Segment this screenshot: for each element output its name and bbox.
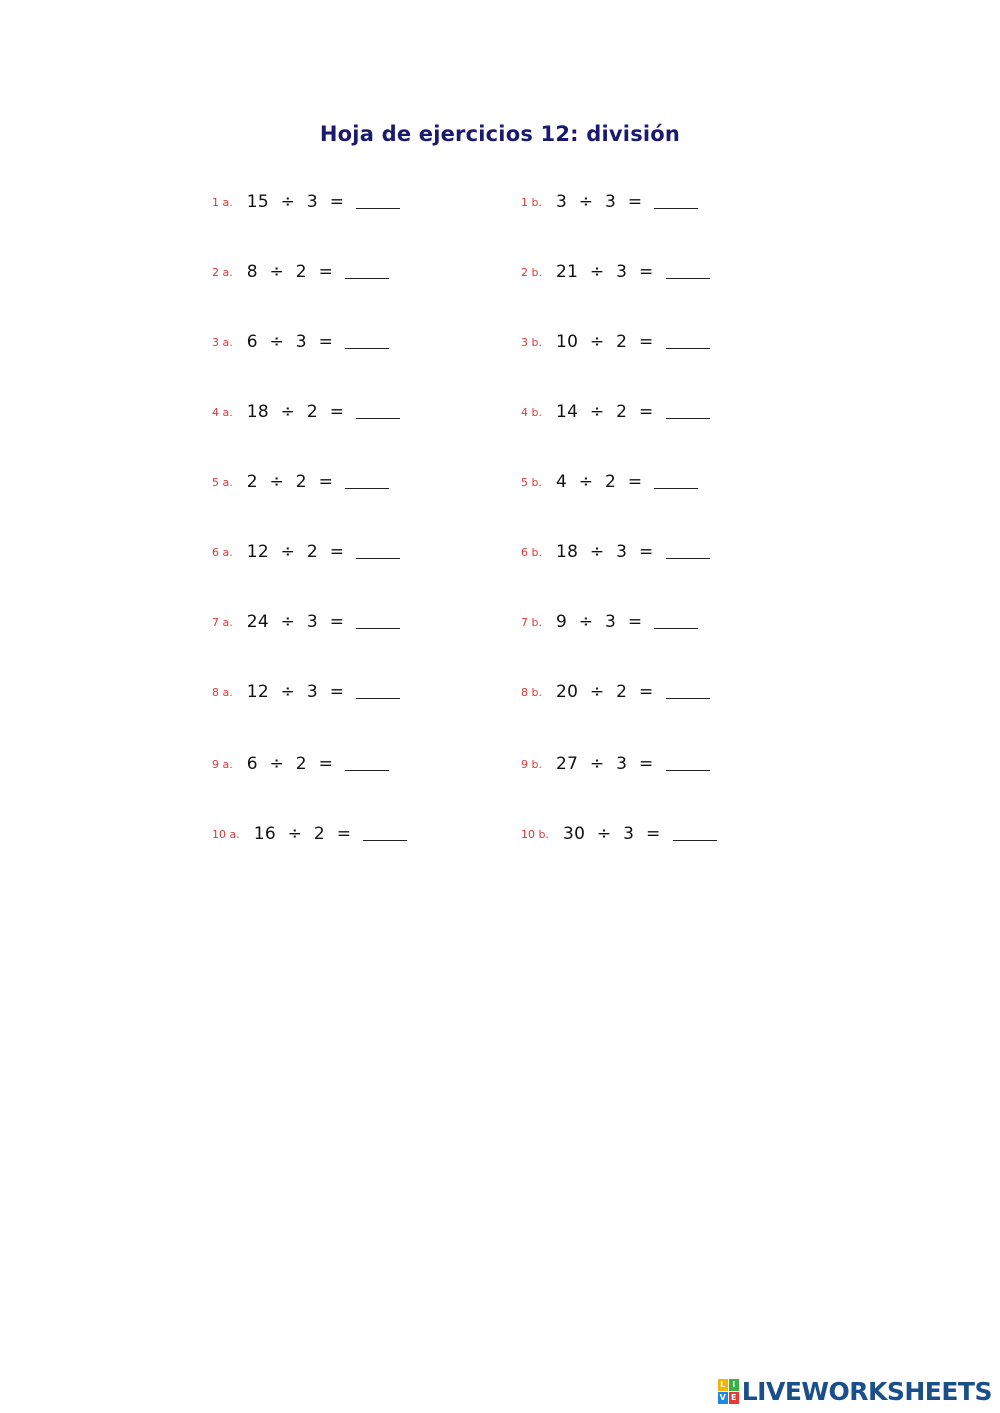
exercise-expression: 6 ÷ 2 = xyxy=(246,754,334,774)
exercise-expression: 16 ÷ 2 = xyxy=(253,824,352,844)
exercise-expression: 9 ÷ 3 = xyxy=(555,612,643,632)
logo-letter: E xyxy=(729,1392,739,1404)
exercise-label: 8 a. xyxy=(212,685,233,699)
exercise-2a xyxy=(212,257,389,287)
exercise-8a xyxy=(212,677,400,707)
exercise-label: 1 b. xyxy=(521,195,542,209)
answer-blank[interactable] xyxy=(666,557,710,559)
exercise-5b xyxy=(521,467,698,497)
exercise-10b xyxy=(521,819,717,849)
answer-blank[interactable] xyxy=(356,697,400,699)
exercise-label: 5 b. xyxy=(521,475,542,489)
answer-blank[interactable] xyxy=(666,769,710,771)
answer-blank[interactable] xyxy=(363,839,407,841)
exercise-expression: 20 ÷ 2 = xyxy=(555,682,654,702)
answer-blank[interactable] xyxy=(666,277,710,279)
exercise-expression: 15 ÷ 3 = xyxy=(246,192,345,212)
exercise-label: 9 b. xyxy=(521,757,542,771)
answer-blank[interactable] xyxy=(356,627,400,629)
exercise-7b xyxy=(521,607,698,637)
answer-blank[interactable] xyxy=(345,347,389,349)
exercise-8b xyxy=(521,677,710,707)
exercise-9b xyxy=(521,749,710,779)
answer-blank[interactable] xyxy=(345,487,389,489)
exercise-3b xyxy=(521,327,710,357)
exercise-expression: 4 ÷ 2 = xyxy=(555,472,643,492)
exercise-expression: 12 ÷ 2 = xyxy=(246,542,345,562)
exercise-label: 6 a. xyxy=(212,545,233,559)
exercise-expression: 6 ÷ 3 = xyxy=(246,332,334,352)
exercise-label: 1 a. xyxy=(212,195,233,209)
exercise-label: 7 b. xyxy=(521,615,542,629)
answer-blank[interactable] xyxy=(666,417,710,419)
exercise-label: 3 a. xyxy=(212,335,233,349)
exercise-expression: 14 ÷ 2 = xyxy=(555,402,654,422)
exercise-expression: 30 ÷ 3 = xyxy=(562,824,661,844)
exercise-4a xyxy=(212,397,400,427)
logo-text: LIVEWORKSHEETS xyxy=(741,1376,992,1406)
exercise-6b xyxy=(521,537,710,567)
answer-blank[interactable] xyxy=(356,417,400,419)
logo-letter: V xyxy=(719,1392,726,1402)
exercise-label: 7 a. xyxy=(212,615,233,629)
exercise-label: 10 a. xyxy=(212,827,240,841)
exercise-10a xyxy=(212,819,407,849)
exercise-2b xyxy=(521,257,710,287)
exercise-expression: 18 ÷ 2 = xyxy=(246,402,345,422)
exercise-9a xyxy=(212,749,389,779)
exercise-label: 8 b. xyxy=(521,685,542,699)
exercise-label: 2 b. xyxy=(521,265,542,279)
answer-blank[interactable] xyxy=(666,347,710,349)
exercise-expression: 10 ÷ 2 = xyxy=(555,332,654,352)
liveworksheets-logo xyxy=(718,1375,992,1407)
exercise-label: 5 a. xyxy=(212,475,233,489)
logo-letter: L xyxy=(718,1379,728,1391)
exercise-label: 6 b. xyxy=(521,545,542,559)
exercise-label: 2 a. xyxy=(212,265,233,279)
logo-mark-icon xyxy=(718,1379,739,1404)
answer-blank[interactable] xyxy=(345,769,389,771)
exercise-expression: 21 ÷ 3 = xyxy=(555,262,654,282)
answer-blank[interactable] xyxy=(345,277,389,279)
exercise-3a xyxy=(212,327,389,357)
exercise-5a xyxy=(212,467,389,497)
exercise-7a xyxy=(212,607,400,637)
exercise-label: 9 a. xyxy=(212,757,233,771)
exercise-expression: 24 ÷ 3 = xyxy=(246,612,345,632)
exercise-expression: 18 ÷ 3 = xyxy=(555,542,654,562)
exercise-expression: 8 ÷ 2 = xyxy=(246,262,334,282)
logo-letter: I xyxy=(729,1379,739,1391)
page-title: Hoja de ejercicios 12: división xyxy=(319,122,681,146)
exercise-label: 4 b. xyxy=(521,405,542,419)
answer-blank[interactable] xyxy=(666,697,710,699)
answer-blank[interactable] xyxy=(654,207,698,209)
exercise-4b xyxy=(521,397,710,427)
exercise-expression: 27 ÷ 3 = xyxy=(555,754,654,774)
answer-blank[interactable] xyxy=(654,487,698,489)
exercise-1a xyxy=(212,187,400,217)
exercise-expression: 3 ÷ 3 = xyxy=(555,192,643,212)
exercise-1b xyxy=(521,187,698,217)
exercise-expression: 2 ÷ 2 = xyxy=(246,472,334,492)
exercise-expression: 12 ÷ 3 = xyxy=(246,682,345,702)
answer-blank[interactable] xyxy=(356,557,400,559)
exercise-label: 4 a. xyxy=(212,405,233,419)
answer-blank[interactable] xyxy=(673,839,717,841)
answer-blank[interactable] xyxy=(356,207,400,209)
exercise-label: 10 b. xyxy=(521,827,549,841)
answer-blank[interactable] xyxy=(654,627,698,629)
exercise-label: 3 b. xyxy=(521,335,542,349)
exercise-6a xyxy=(212,537,400,567)
